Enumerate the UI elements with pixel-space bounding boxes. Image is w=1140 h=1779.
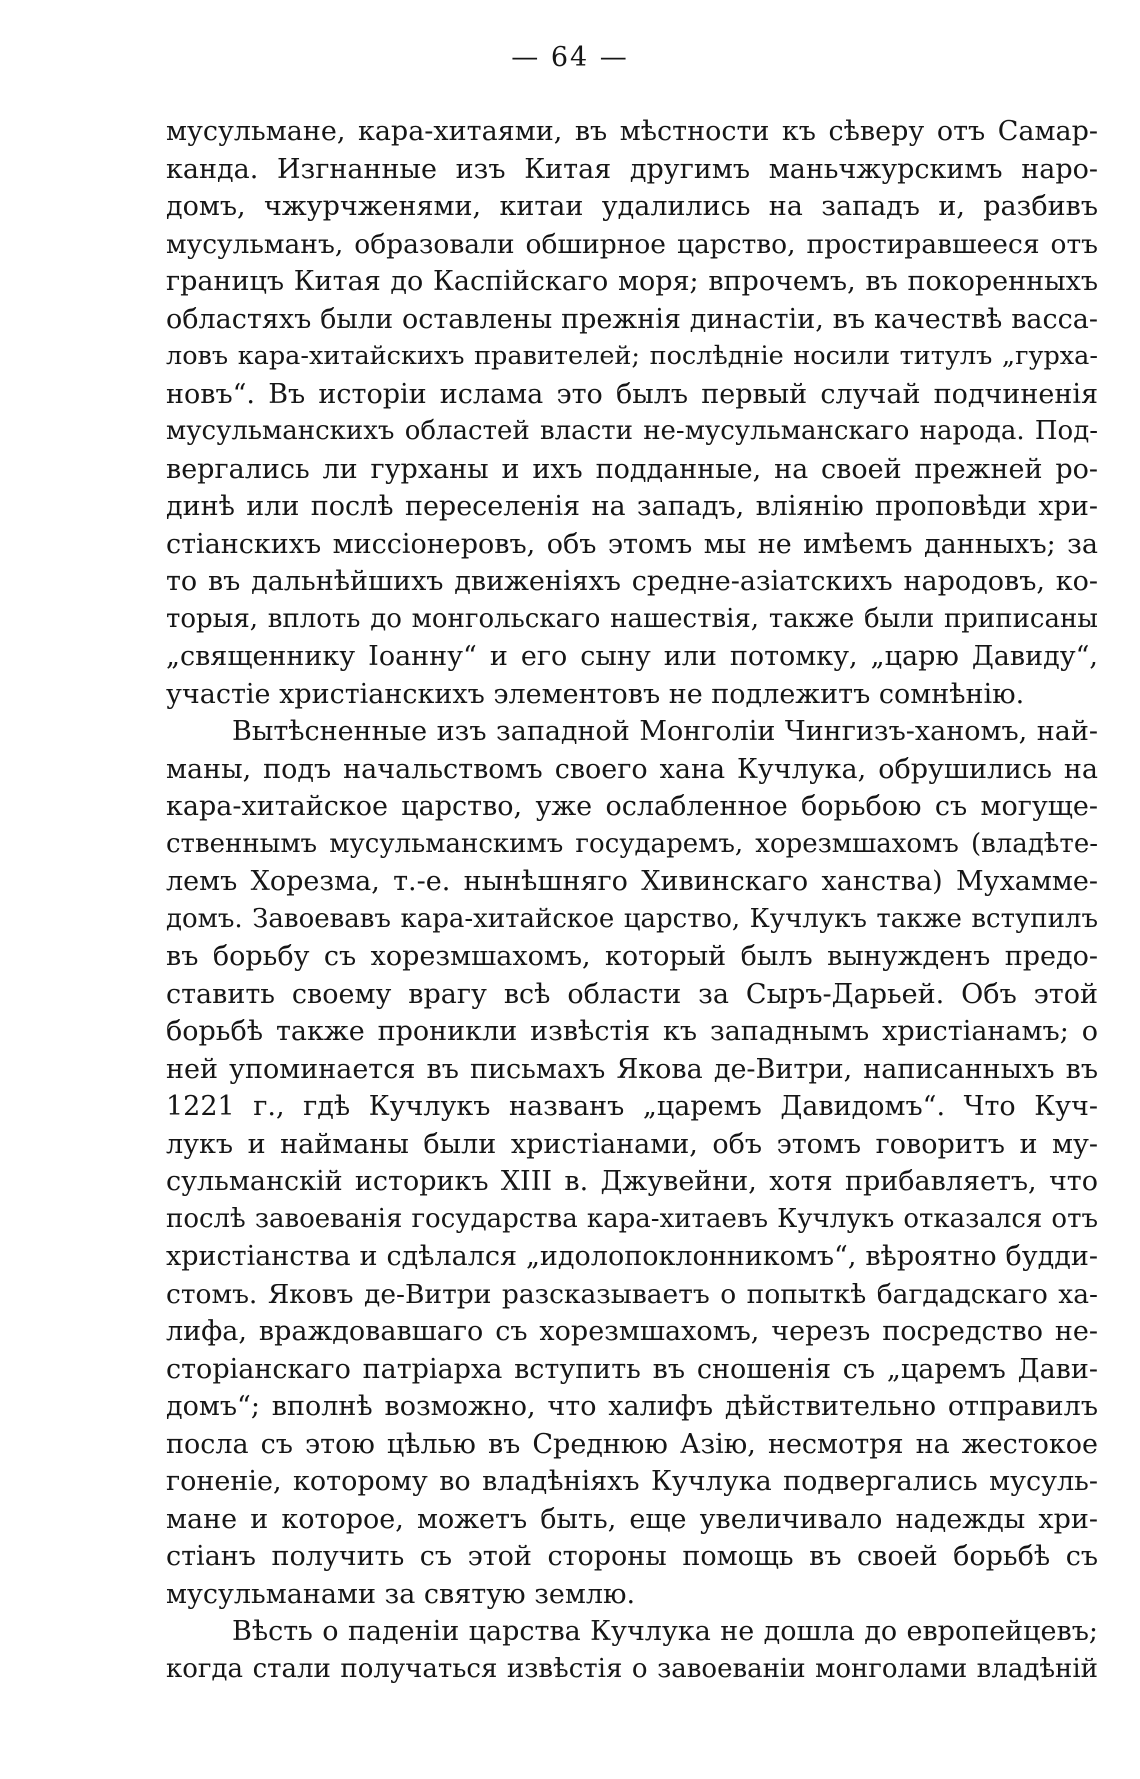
text-line: стомъ. Яковъ де-Витри разсказываетъ о попыткѣ багдадскаго ха-: [166, 1278, 1098, 1310]
text-line: динѣ или послѣ переселенія на западъ, вліянію проповѣди хри-: [166, 491, 1098, 522]
text-line: Вѣсть о паденіи царства Кучлука не дошла до европейцевъ;: [232, 1616, 1098, 1647]
body-text: [166, 113, 1098, 1688]
paragraph-1: [166, 113, 1098, 713]
text-line: стіанъ получить съ этой стороны помощь въ своей борьбѣ съ: [166, 1541, 1098, 1572]
text-line: сторіанскаго патріарха вступить въ сношенія съ „царемъ Дави-: [166, 1353, 1098, 1385]
text-line: мусульманъ, образовали обширное царство, простиравшееся отъ: [166, 228, 1098, 260]
text-line: лукъ и найманы были христіанами, объ этомъ говоритъ и му-: [166, 1128, 1098, 1160]
text-line: канда. Изгнанные изъ Китая другимъ маньчжурскимъ наро-: [166, 153, 1098, 185]
text-line: мане и которое, можетъ быть, еще увеличивало надежды хри-: [166, 1503, 1098, 1535]
text-line: борьбѣ также проникли извѣстія къ западнымъ христіанамъ; о: [166, 1016, 1098, 1047]
text-line: домъ. Завоевавъ кара-хитайское царство, Кучлукъ также вступилъ: [166, 903, 1098, 934]
text-line: участіе христіанскихъ элементовъ не подлежитъ сомнѣнію.: [166, 678, 1025, 710]
paragraph-3: [166, 1613, 1098, 1688]
text-line: лемъ Хорезма, т.-е. нынѣшняго Хивинскаго ханства) Мухамме-: [166, 866, 1098, 897]
text-line: ловъ кара-хитайскихъ правителей; послѣдніе носили титулъ „гурха-: [166, 341, 1098, 371]
text-line: вергались ли гурханы и ихъ подданные, на своей прежней ро-: [166, 453, 1098, 485]
text-line: посла съ этою цѣлью въ Среднюю Азію, несмотря на жестокое: [166, 1428, 1098, 1460]
text-line: мусульмане, кара-хитаями, въ мѣстности къ сѣверу отъ Самар-: [166, 116, 1098, 147]
text-line: „священнику Іоанну“ и его сыну или потомку, „царю Давиду“,: [166, 641, 1098, 672]
text-line: границъ Китая до Каспійскаго моря; впрочемъ, въ покоренныхъ: [166, 266, 1098, 297]
text-line: ставить своему врагу всѣ области за Сыръ-Дарьей. Объ этой: [166, 978, 1098, 1010]
text-line: гоненіе, которому во владѣніяхъ Кучлука подвергались мусуль-: [166, 1466, 1098, 1497]
page-number: — 64 —: [511, 42, 629, 73]
text-line: ней упоминается въ письмахъ Якова де-Витри, написанныхъ въ: [166, 1053, 1098, 1085]
text-line: маны, подъ начальствомъ своего хана Кучлука, обрушились на: [166, 753, 1098, 785]
text-line: областяхъ были оставлены прежнія династіи, въ качествѣ васса-: [166, 303, 1098, 335]
text-line: въ борьбу съ хорезмшахомъ, который былъ вынужденъ предо-: [166, 941, 1098, 972]
text-line: стіанскихъ миссіонеровъ, объ этомъ мы не имѣемъ данныхъ; за: [166, 528, 1098, 560]
text-line: 1221 г., гдѣ Кучлукъ названъ „царемъ Давидомъ“. Что Куч-: [166, 1091, 1098, 1122]
text-line: домъ“; вполнѣ возможно, что халифъ дѣйствительно отправилъ: [166, 1391, 1098, 1422]
text-line: когда стали получаться извѣстія о завоеваніи монголами владѣній: [166, 1653, 1098, 1684]
text-line: торыя, вплоть до монгольскаго нашествія, также были приписаны: [166, 603, 1098, 634]
text-line: ственнымъ мусульманскимъ государемъ, хорезмшахомъ (владѣте-: [166, 828, 1098, 859]
text-line: послѣ завоеванія государства кара-хитаевъ Кучлукъ отказался отъ: [166, 1203, 1098, 1234]
text-line: сульманскій историкъ XIII в. Джувейни, хотя прибавляетъ, что: [166, 1166, 1098, 1197]
text-line: мусульманами за святую землю.: [166, 1578, 636, 1610]
text-line: то въ дальнѣйшихъ движеніяхъ средне-азіатскихъ народовъ, ко-: [166, 566, 1098, 597]
text-line: Вытѣсненные изъ западной Монголіи Чингизъ-ханомъ, най-: [232, 716, 1098, 747]
paragraph-2: [166, 713, 1098, 1613]
text-line: лифа, враждовавшаго съ хорезмшахомъ, черезъ посредство не-: [166, 1316, 1098, 1347]
text-line: новъ“. Въ исторіи ислама это былъ первый случай подчиненія: [166, 378, 1098, 410]
text-line: домъ, чжурчженями, китаи удалились на западъ и, разбивъ: [166, 191, 1098, 222]
text-line: кара-хитайское царство, уже ослабленное борьбою съ могуще-: [166, 791, 1098, 822]
text-line: мусульманскихъ областей власти не-мусульманскаго народа. Под-: [166, 416, 1098, 446]
text-line: христіанства и сдѣлался „идолопоклонникомъ“, вѣроятно будди-: [166, 1241, 1098, 1272]
